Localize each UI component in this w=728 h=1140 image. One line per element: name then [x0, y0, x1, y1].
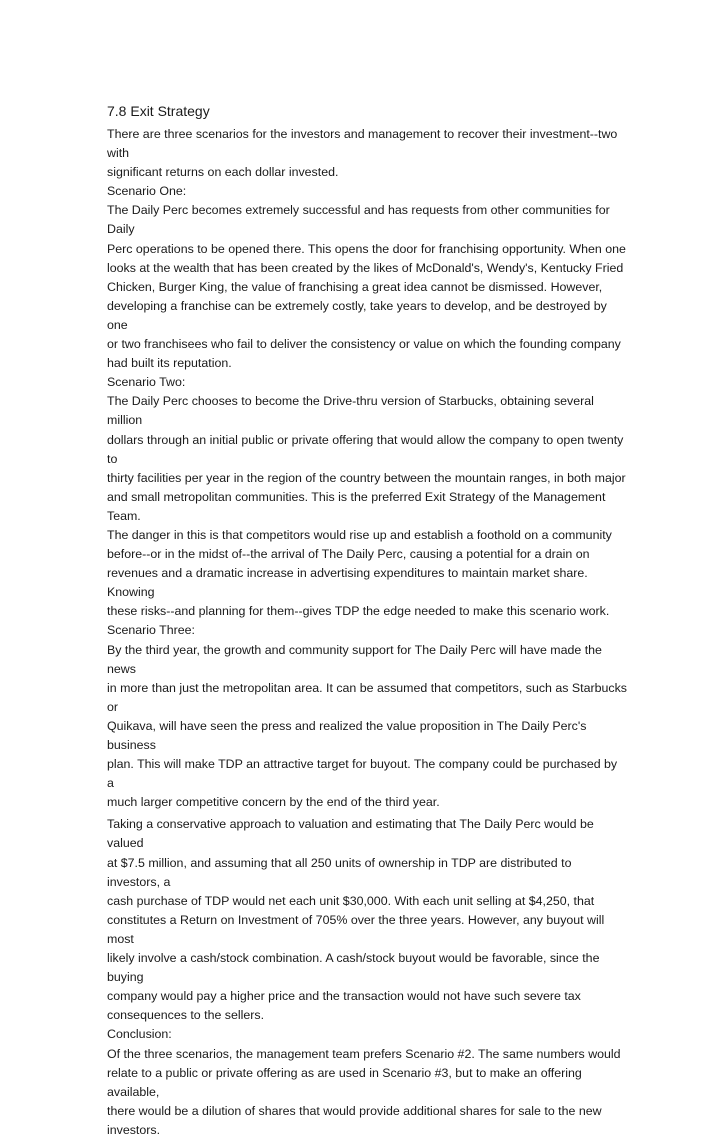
scenario-two-label: Scenario Two:: [107, 375, 186, 390]
scenario-three-label: Scenario Three:: [107, 623, 195, 638]
scenario-one-paragraph: The Daily Perc becomes extremely successful and has requests from other communities for Daily Perc operations to be opened there. This opens the door for franchising opportunity. When one looks at the wealth that has been created by the likes of McDonald's, Wendy's, Kentucky Fried Chicken, Burger King, the value of franchising a great idea cannot be dismissed. However, developing a franchise can be extremely costly, take years to develop, and be destroyed by one or two franchisees who fail to deliver the consistency or value on which the founding company had built its reputation.: [107, 203, 626, 371]
conclusion-paragraph: Of the three scenarios, the management team prefers Scenario #2. The same numbers would relate to a public or private offering as are used in Scenario #3, but to make an offering available, there would be a dilution of shares that would provide additional shares for sale to the new investors.: [107, 1046, 621, 1137]
scenario-two-paragraph: The Daily Perc chooses to become the Drive-thru version of Starbucks, obtaining several million dollars through an initial public or private offering that would allow the company to open twenty to thirty facilities per year in the region of the country between the mountain ranges, in both major and small metropolitan communities. This is the preferred Exit Strategy of the Management Team. The danger in this is that competitors would rise up and establish a foothold on a community before--or in the midst of--the arrival of The Daily Perc, causing a potential for a drain on revenues and a dramatic increase in advertising expenditures to maintain market share. Knowing these risks--and planning for them--gives TDP the edge needed to make this scenario work.: [107, 394, 626, 619]
intro-paragraph: There are three scenarios for the investors and management to recover their investment--two with significant returns on each dollar invested.: [107, 127, 618, 180]
document-page: [107, 101, 627, 1140]
valuation-paragraph: Taking a conservative approach to valuation and estimating that The Daily Perc would be valued at $7.5 million, and assuming that all 250 units of ownership in TDP are distributed to investors, a cash purchase of TDP would net each unit $30,000. With each unit selling at $4,250, that constitutes a Return on Investment of 705% over the three years. However, any buyout will most likely involve a cash/stock combination. A cash/stock buyout would be favorable, since the buying company would pay a higher price and the transaction would not have such severe tax consequences to the sellers.: [107, 817, 605, 1023]
conclusion-label: Conclusion:: [107, 1027, 172, 1042]
section-heading: 7.8 Exit Strategy: [107, 103, 210, 119]
scenario-three-paragraph: By the third year, the growth and community support for The Daily Perc will have made the news in more than just the metropolitan area. It can be assumed that competitors, such as Starbucks or Quikava, will have seen the press and realized the value proposition in The Daily Perc's business plan. This will make TDP an attractive target for buyout. The company could be purchased by a much larger competitive concern by the end of the third year.: [107, 642, 627, 810]
scenario-one-label: Scenario One:: [107, 184, 187, 199]
